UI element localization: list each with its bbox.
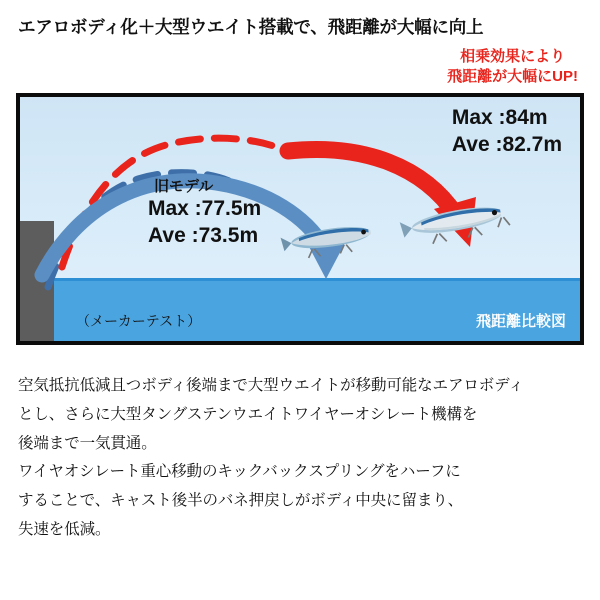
figure-canvas: [20, 97, 580, 341]
body-copy: [18, 372, 584, 545]
callout-badge: [447, 47, 578, 87]
old-model-max: Max :77.5m: [148, 197, 262, 220]
callout-line-2: 飛距離が大幅にUP!: [447, 67, 578, 85]
body-line-4: ワイヤオシレート重心移動のキックバックスプリングをハーフに: [18, 463, 461, 481]
old-model-stats: [148, 175, 261, 250]
body-line-5: することで、キャスト後半のバネ押戻しがボディ中央に留まり、: [18, 492, 464, 510]
figure-caption: 飛距離比較図: [475, 313, 566, 330]
maker-test-note: （メーカーテスト）: [76, 313, 202, 329]
page-title: エアロボディ化＋大型ウエイト搭載で、飛距離が大幅に向上: [18, 17, 484, 37]
callout-line-1: 相乗効果により: [460, 48, 566, 65]
old-model-ave: Ave :73.5m: [148, 223, 259, 247]
old-model-label: 旧モデル: [154, 178, 214, 195]
body-line-6: 失速を低減。: [18, 521, 111, 539]
new-model-stats: [452, 105, 562, 159]
new-model-max: Max :84m: [451, 106, 548, 129]
body-line-3: 後端まで一気貫通。: [18, 434, 157, 452]
new-model-ave: Ave :82.7m: [451, 132, 562, 156]
body-line-2: とし、さらに大型タングステンウエイトワイヤーオシレート機構を: [18, 405, 478, 423]
comparison-figure: [16, 93, 584, 345]
body-line-1: 空気抵抗低減且つボディ後端まで大型ウエイトが移動可能なエアロボディ: [18, 377, 524, 394]
new-arrow-shaft: [288, 149, 456, 215]
